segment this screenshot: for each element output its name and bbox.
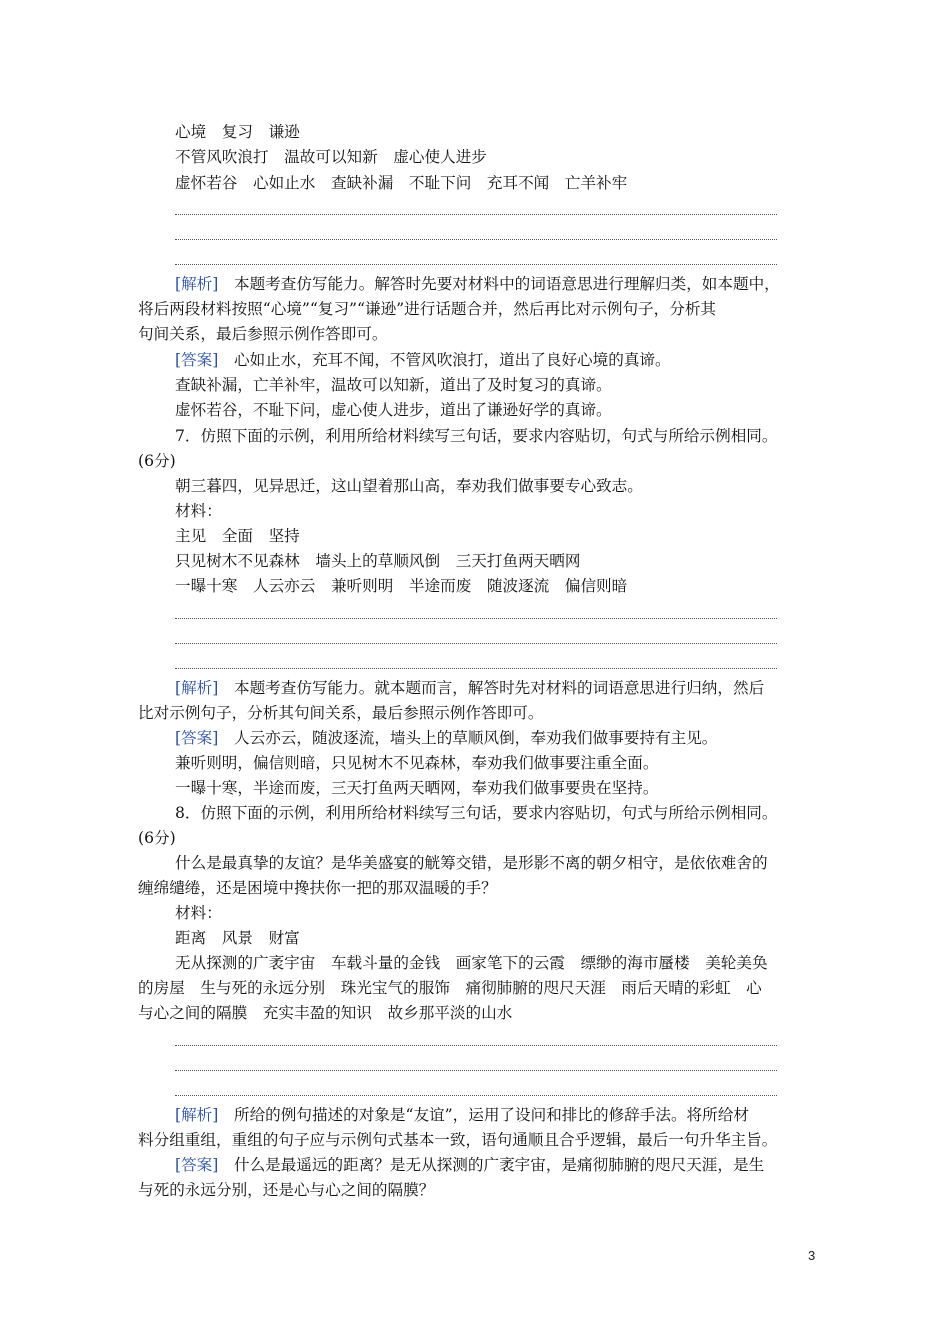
q7-example: 朝三暮四，见异思迁，这山望着那山高，奉劝我们做事要专心致志。 (175, 477, 643, 495)
answer-text: 人云亦云，随波逐流，墙头上的草顺风倒，奉劝我们做事要持有主见。 (233, 729, 718, 747)
answer-tag: [答案] (175, 1156, 219, 1174)
q8-material-line-4: 与心之间的隔膜 充实丰盈的知识 故乡那平淡的山水 (138, 1004, 513, 1022)
q8-example-line-2: 缠绵缱绻，还是困境中搀扶你一把的那双温暖的手？ (138, 879, 497, 897)
q7-answer-line-1 (175, 728, 717, 748)
q7-material-line-2: 只见树木不见森林 墙头上的草顺风倒 三天打鱼两天晒网 (175, 552, 581, 570)
q8-material-line-2: 无从探测的广袤宇宙 车载斗量的金钱 画家笔下的云霞 缥缈的海市蜃楼 美轮美奂 (175, 954, 768, 972)
q6-answer-blank-2 (175, 239, 777, 240)
q6-answer-line-2: 查缺补漏，亡羊补牢，温故可以知新，道出了及时复习的真谛。 (175, 376, 612, 394)
q6-material-line-1: 心境 复习 谦逊 (175, 123, 300, 141)
q6-answer-blank-3 (175, 264, 777, 265)
q7-answer-blank-1 (175, 618, 777, 619)
q7-analysis-line-1 (175, 678, 764, 698)
q8-answer-line-2: 与死的永远分别，还是心与心之间的隔膜？ (138, 1181, 435, 1199)
q8-answer-line-1 (175, 1155, 764, 1175)
q8-answer-blank-1 (175, 1045, 777, 1046)
q6-answer-line-3: 虚怀若谷，不耻下问，虚心使人进步，道出了谦逊好学的真谛。 (175, 401, 612, 419)
q7-stem-line-1: 7．仿照下面的示例，利用所给材料续写三句话，要求内容贴切，句式与所给示例相同。 (175, 427, 778, 445)
q8-example-line-1: 什么是最真挚的友谊？是华美盛宴的觥筹交错，是形影不离的朝夕相守，是依依难舍的 (175, 854, 768, 872)
q8-analysis-line-2: 料分组重组，重组的句子应与示例句式基本一致，语句通顺且合乎逻辑，最后一句升华主旨。 (138, 1131, 778, 1149)
q6-analysis-line-2: 将后两段材料按照“心境”“复习”“谦逊”进行话题合并，然后再比对示例句子，分析其 (138, 300, 717, 318)
q7-material-line-1: 主见 全面 坚持 (175, 527, 300, 545)
analysis-text: 本题考查仿写能力。就本题而言，解答时先对材料的词语意思进行归纳，然后 (233, 679, 765, 697)
q8-stem-line-2: (6分) (138, 829, 176, 847)
answer-text: 什么是最遥远的距离？是无从探测的广袤宇宙，是痛彻肺腑的咫尺天涯，是生 (233, 1156, 765, 1174)
q7-stem-line-2: (6分) (138, 452, 176, 470)
q6-analysis-line-3: 句间关系，最后参照示例作答即可。 (138, 325, 388, 343)
q7-answer-line-2: 兼听则明，偏信则暗，只见树木不见森林，奉劝我们做事要注重全面。 (175, 754, 659, 772)
q8-analysis-line-1 (175, 1105, 749, 1125)
q8-stem-line-1: 8．仿照下面的示例，利用所给材料续写三句话，要求内容贴切，句式与所给示例相同。 (175, 804, 778, 822)
analysis-tag: [解析] (175, 1106, 219, 1124)
analysis-text: 本题考查仿写能力。解答时先要对材料中的词语意思进行理解归类，如本题中， (233, 275, 780, 293)
q6-material-line-2: 不管风吹浪打 温故可以知新 虚心使人进步 (175, 148, 487, 166)
analysis-tag: [解析] (175, 275, 219, 293)
q8-material-label: 材料： (175, 904, 222, 922)
q8-material-line-1: 距离 风景 财富 (175, 929, 300, 947)
answer-tag: [答案] (175, 729, 219, 747)
q6-material-line-3: 虚怀若谷 心如止水 查缺补漏 不耻下问 充耳不闻 亡羊补牢 (175, 174, 628, 192)
q8-material-line-3: 的房屋 生与死的永远分别 珠光宝气的服饰 痛彻肺腑的咫尺天涯 雨后天晴的彩虹 心 (138, 979, 762, 997)
answer-tag: [答案] (175, 351, 219, 369)
q7-answer-blank-3 (175, 668, 777, 669)
q7-answer-blank-2 (175, 643, 777, 644)
q7-material-line-3: 一曝十寒 人云亦云 兼听则明 半途而废 随波逐流 偏信则暗 (175, 577, 628, 595)
q7-analysis-line-2: 比对示例句子，分析其句间关系，最后参照示例作答即可。 (138, 704, 544, 722)
q8-answer-blank-2 (175, 1070, 777, 1071)
q7-material-label: 材料： (175, 502, 222, 520)
analysis-tag: [解析] (175, 679, 219, 697)
q6-analysis-line-1 (175, 274, 780, 294)
answer-text: 心如止水，充耳不闻，不管风吹浪打，道出了良好心境的真谛。 (233, 351, 671, 369)
q8-answer-blank-3 (175, 1095, 777, 1096)
q6-answer-line-1 (175, 350, 671, 370)
page-number: 3 (808, 1248, 816, 1263)
q7-answer-line-3: 一曝十寒，半途而废，三天打鱼两天晒网，奉劝我们做事要贵在坚持。 (175, 779, 659, 797)
analysis-text: 所给的例句描述的对象是“友谊”，运用了设问和排比的修辞手法。将所给材 (233, 1106, 749, 1124)
q6-answer-blank-1 (175, 214, 777, 215)
